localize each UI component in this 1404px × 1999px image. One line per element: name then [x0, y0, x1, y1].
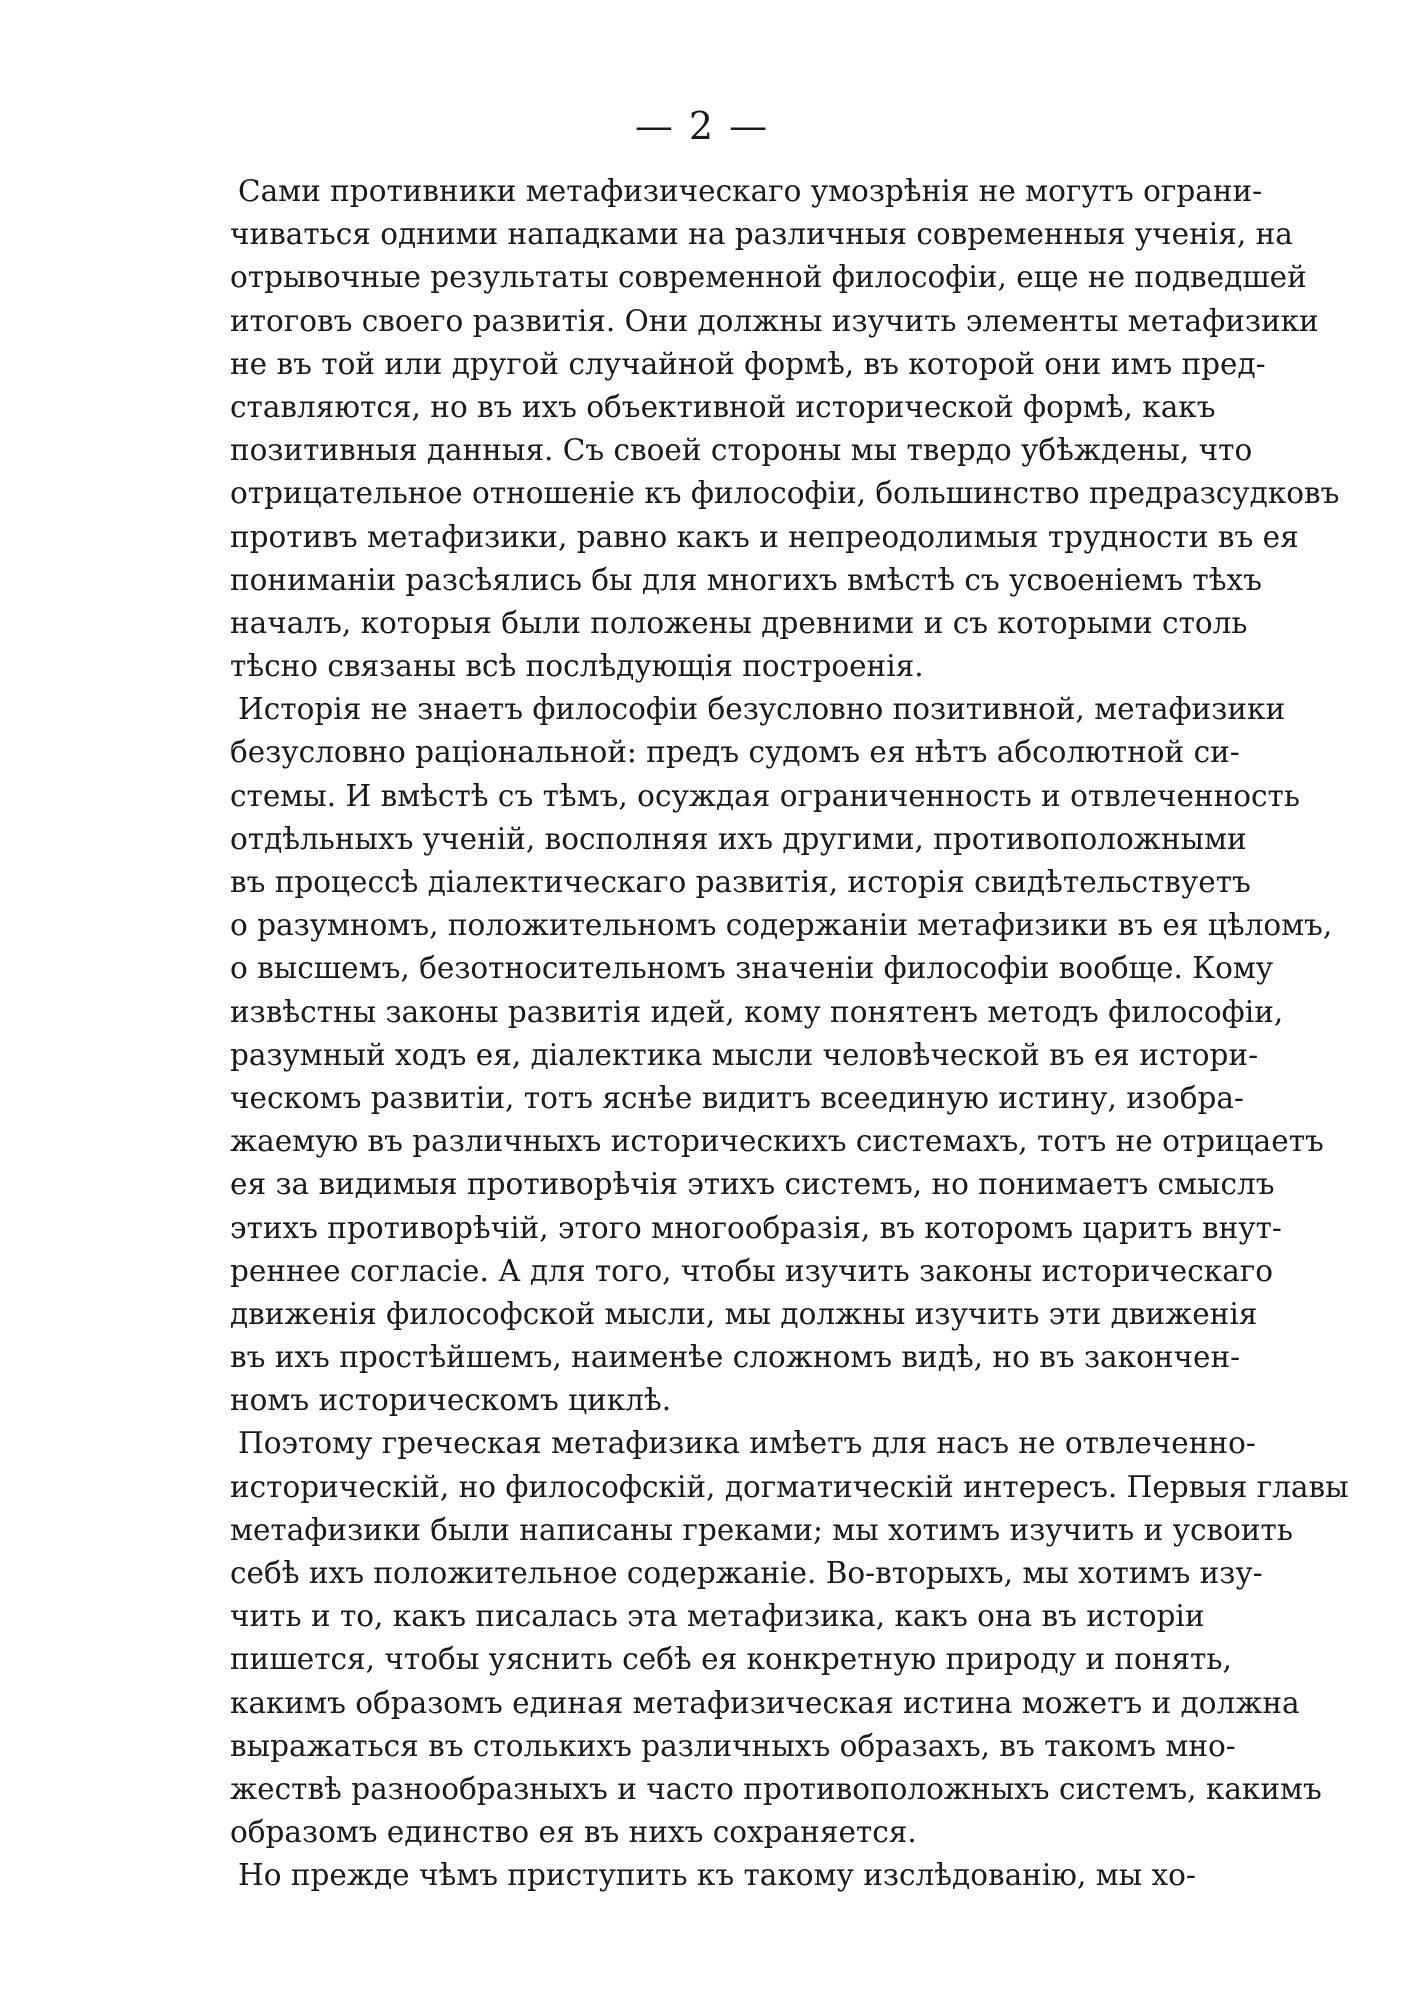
text-line: не въ той или другой случайной формѣ, въ которой они имъ пред-	[230, 346, 1266, 381]
text-line: тѣсно связаны всѣ послѣдующія построенія.	[230, 649, 924, 684]
text-line: въ процессѣ діалектическаго развитія, исторія свидѣтельствуетъ	[230, 865, 1251, 899]
text-line: Но прежде чѣмъ приступить къ такому изслѣдованію, мы хо-	[238, 1858, 1196, 1893]
text-line: номъ историческомъ циклѣ.	[230, 1383, 672, 1418]
text-line: стемы. И вмѣстѣ съ тѣмъ, осуждая ограниченность и отвлеченность	[230, 778, 1300, 813]
text-line: началъ, которыя были положены древними и съ которыми столь	[230, 605, 1248, 640]
paragraph-1	[230, 170, 1340, 688]
text-line: чить и то, какъ писалась эта метафизика, какъ она въ исторіи	[230, 1599, 1205, 1634]
text-line: выражаться въ столькихъ различныхъ образахъ, въ такомъ мно-	[230, 1728, 1236, 1763]
text-line: чиваться одними нападками на различныя современныя ученія, на	[230, 217, 1293, 252]
page-number: — 2 —	[634, 104, 770, 148]
text-line: итоговъ своего развитія. Они должны изучить элементы метафизики	[230, 303, 1319, 338]
text-line: историческій, но философскій, догматическій интересъ. Первыя главы	[230, 1469, 1349, 1504]
paragraph-4	[230, 1854, 1195, 1897]
text-line: Сами противники метафизическаго умозрѣнія не могутъ ограни-	[238, 174, 1263, 208]
text-line: движенія философской мысли, мы должны изучить эти движенія	[230, 1296, 1258, 1331]
text-line: о разумномъ, положительномъ содержаніи метафизики въ ея цѣломъ,	[230, 908, 1333, 943]
text-line: ставляются, но въ ихъ объективной исторической формѣ, какъ	[230, 389, 1216, 424]
text-line: пишется, чтобы уяснить себѣ ея конкретную природу и понять,	[230, 1642, 1232, 1677]
text-line: ея за видимыя противорѣчія этихъ системъ, но понимаетъ смыслъ	[230, 1167, 1275, 1202]
paragraph-2	[230, 688, 1333, 1422]
text-line: какимъ образомъ единая метафизическая истина можетъ и должна	[230, 1685, 1300, 1720]
text-line: жествѣ разнообразныхъ и часто противоположныхъ системъ, какимъ	[230, 1771, 1322, 1806]
text-line: отрывочные результаты современной философіи, еще не подведшей	[230, 260, 1307, 295]
text-line: отрицательное отношеніе къ философіи, большинство предразсудковъ	[230, 476, 1340, 511]
text-line: позитивныя данныя. Съ своей стороны мы твердо убѣждены, что	[230, 433, 1253, 468]
text-line: этихъ противорѣчій, этого многообразія, въ которомъ царитъ внут-	[230, 1210, 1282, 1245]
text-line: разумный ходъ ея, діалектика мысли человѣческой въ ея истори-	[230, 1037, 1259, 1072]
text-line: извѣстны законы развитія идей, кому понятенъ методъ философіи,	[230, 994, 1284, 1029]
text-line: Поэтому греческая метафизика имѣетъ для насъ не отвлеченно-	[238, 1426, 1256, 1461]
text-line: жаемую въ различныхъ историческихъ системахъ, тотъ не отрицаетъ	[230, 1124, 1324, 1159]
text-line: себѣ ихъ положительное содержаніе. Во-вторыхъ, мы хотимъ изу-	[230, 1556, 1263, 1590]
paragraph-3	[230, 1422, 1349, 1854]
text-line: метафизики были написаны греками; мы хотимъ изучить и усвоить	[230, 1512, 1293, 1547]
text-line: въ ихъ простѣйшемъ, наименѣе сложномъ видѣ, но въ закончен-	[230, 1340, 1241, 1375]
text-line: пониманіи разсѣялись бы для многихъ вмѣстѣ съ усвоеніемъ тѣхъ	[230, 562, 1262, 597]
body-text	[230, 170, 1349, 1898]
text-line: Исторія не знаетъ философіи безусловно позитивной, метафизики	[238, 692, 1286, 727]
text-line: отдѣльныхъ ученій, восполняя ихъ другими, противоположными	[230, 821, 1247, 856]
text-line: о высшемъ, безотносительномъ значеніи философіи вообще. Кому	[230, 951, 1274, 986]
text-line: безусловно раціональной: предъ судомъ ея нѣтъ абсолютной си-	[230, 735, 1240, 770]
text-line: противъ метафизики, равно какъ и непреодолимыя трудности въ ея	[230, 519, 1299, 554]
text-line: ческомъ развитіи, тотъ яснѣе видитъ всеединую истину, изобра-	[230, 1080, 1244, 1115]
text-line: реннее согласіе. А для того, чтобы изучить законы историческаго	[230, 1253, 1274, 1288]
text-line: образомъ единство ея въ нихъ сохраняется.	[230, 1815, 917, 1850]
